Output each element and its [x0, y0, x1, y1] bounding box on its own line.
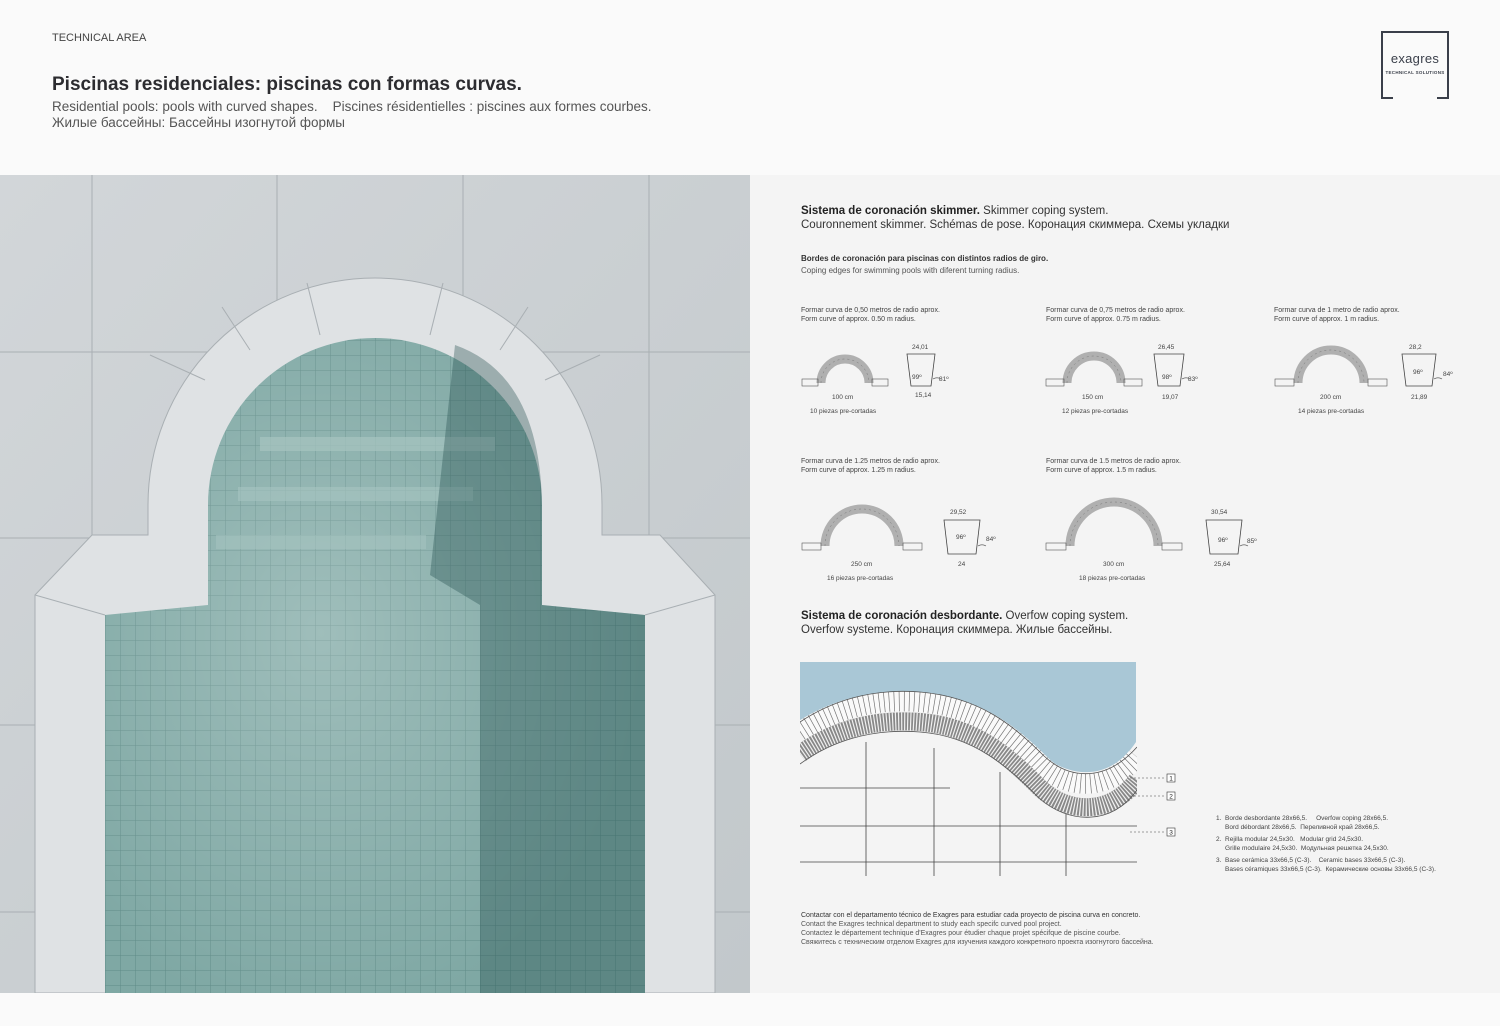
angle-left: 99º: [912, 374, 922, 381]
piece-top-dim: 28,2: [1409, 344, 1422, 351]
overflow-plan-diagram: [800, 662, 1190, 876]
piece-top-dim: 26,45: [1158, 344, 1175, 351]
curve-arch-diagram: [800, 350, 890, 392]
page-title: Piscinas residenciales: piscinas con formas curvas.: [52, 74, 522, 95]
angle-right: 83º: [1188, 376, 1198, 383]
curve-arch-diagram: [1044, 345, 1144, 392]
piece-top-dim: 29,52: [950, 509, 967, 516]
curve-arch-diagram: [1273, 338, 1388, 392]
contact-note: Contactar con el departamento técnico de Exagres para estudiar cada proyecto de piscina curva en concreto. Contact the Exagres technical department to study each specifc curved pool project. Contactez le département technique d'Exagres pour étudier chaque projet spécifque de piscine courbe. Свяжитесь с техническим отделом Exagres для изучения каждого конкретного проекта изогнутого бассейна.: [801, 912, 1154, 946]
logo-word: exagres: [1390, 51, 1440, 66]
piece-top-dim: 24,01: [912, 344, 929, 351]
piece-trapezoid-diagram: [1152, 352, 1202, 392]
curve-pieces: 18 piezas pre-cortadas: [1079, 575, 1146, 582]
overflow-subtitle: Overfow systeme. Коронация скиммера. Жилые бассейны.: [801, 624, 1113, 636]
curve-width: 150 cm: [1082, 394, 1104, 401]
curve-width: 300 cm: [1103, 561, 1125, 568]
curve-pieces: 12 piezas pre-cortadas: [1062, 408, 1129, 415]
area-label: TECHNICAL AREA: [52, 32, 147, 44]
page-subtitle-line1: Residential pools: pools with curved shapes. Piscines résidentielles : piscines aux formes courbes.: [52, 99, 652, 114]
overflow-title: Sistema de coronación desbordante. Overfow coping system.: [801, 610, 1129, 622]
curve-width: 100 cm: [832, 394, 854, 401]
marker-2: 2: [1169, 793, 1173, 801]
curve-pieces: 10 piezas pre-cortadas: [810, 408, 877, 415]
curve-pieces: 14 piezas pre-cortadas: [1298, 408, 1365, 415]
curve-width: 200 cm: [1320, 394, 1342, 401]
angle-right: 84º: [1443, 371, 1453, 378]
angle-left: 96º: [956, 534, 966, 541]
angle-right: 81º: [939, 376, 949, 383]
legend-item: 1. Borde desbordante 28x66,5. Overfow coping 28x66,5. Bord débordant 28x66,5. Переливной край 28x66,5.: [1216, 815, 1388, 831]
skimmer-title: Sistema de coronación skimmer. Skimmer coping system.: [801, 205, 1109, 217]
angle-left: 96º: [1218, 537, 1228, 544]
curve-arch-diagram: [1044, 490, 1184, 558]
legend-item: 2. Rejilla modular 24,5x30. Modular grid 24,5x30. Grille modulaire 24,5x30. Модульная решетка 24,5x30.: [1216, 836, 1389, 852]
angle-left: 98º: [1162, 374, 1172, 381]
curve-caption: Formar curva de 0,50 metros de radio aprox. Form curve of approx. 0.50 m radius.: [801, 307, 940, 323]
legend-item: 3. Base cerámica 33x66,5 (C-3). Ceramic bases 33x66,5 (C-3). Bases céramiques 33x66,5 (C-3). Керамические основы 33x66,5 (C-3).: [1216, 857, 1436, 873]
angle-left: 96º: [1413, 369, 1423, 376]
piece-trapezoid-diagram: [905, 352, 955, 392]
curve-pieces: 16 piezas pre-cortadas: [827, 575, 894, 582]
piece-bottom-dim: 25,64: [1214, 561, 1231, 568]
curve-caption: Formar curva de 1.5 metros de radio aprox. Form curve of approx. 1.5 m radius.: [1046, 458, 1182, 474]
angle-right: 85º: [1247, 538, 1257, 545]
piece-bottom-dim: 24: [958, 561, 966, 568]
edges-subtitle: Coping edges for swimming pools with diferent turning radius.: [801, 266, 1020, 275]
marker-3: 3: [1169, 829, 1173, 837]
skimmer-subtitle: Couronnement skimmer. Schémas de pose. Коронация скиммера. Схемы укладки: [801, 219, 1230, 231]
angle-right: 84º: [986, 536, 996, 543]
curve-arch-diagram: [800, 498, 925, 558]
pool-aerial-photo: [0, 175, 750, 993]
curve-caption: Formar curva de 1 metro de radio aprox. Form curve of approx. 1 m radius.: [1274, 307, 1400, 323]
curve-caption: Formar curva de 1.25 metros de radio aprox. Form curve of approx. 1.25 m radius.: [801, 458, 940, 474]
piece-bottom-dim: 21,89: [1411, 394, 1428, 401]
piece-bottom-dim: 15,14: [915, 392, 932, 399]
edges-title: Bordes de coronación para piscinas con distintos radios de giro.: [801, 254, 1049, 263]
overflow-legend: [1216, 815, 1436, 878]
logo-tagline: TECHNICAL SOLUTIONS: [1385, 70, 1445, 75]
curve-caption: Formar curva de 0,75 metros de radio aprox. Form curve of approx. 0.75 m radius.: [1046, 307, 1185, 323]
curve-width: 250 cm: [851, 561, 873, 568]
marker-1: 1: [1169, 775, 1173, 783]
piece-top-dim: 30,54: [1211, 509, 1228, 516]
piece-bottom-dim: 19,07: [1162, 394, 1179, 401]
page-subtitle-line2: Жилые бассейны: Бассейны изогнутой формы: [52, 115, 345, 130]
